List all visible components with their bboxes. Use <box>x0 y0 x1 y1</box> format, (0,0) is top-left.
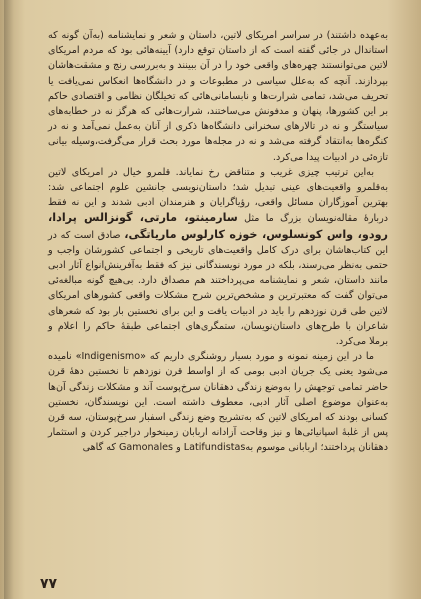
paragraph-2-part-3: صادق است که در این کتاب‌هاشان برای درک کامل واقعیت‌های تاریخی و اجتماعی کشورشان واجب و حتمی به‌نظر می‌رسند، بلکه در مورد نویسندگانی نیز که فقط به‌آفرینش‌انواع آثار ادبی مانند داستان، شعر و نمایشنامه می‌پرداختند هم مصداق دارد. بی‌هیچ گونه مبالغه‌ئی می‌توان گفت که معتبرترین و مشخص‌ترین شرح مشکلات واقعی کشورهای امریکای لاتین طی قرن نوزدهم را باید در ادبیات یافت و این برای نخستین بار بود که شعرهای شاعران با طرح‌های داستان‌نویسان، ستمگری‌های اجتماعی طبقهٔ حاکم را اعلام و برملا می‌کرد. <box>48 229 388 348</box>
paragraph-2 <box>48 165 388 349</box>
page-binding-shadow <box>4 0 14 599</box>
paragraph-2-part-1: به‌این ترتیب چیزی غریب و متناقض رخ نمایاند. قلمرو خیال در امریکای لاتین به‌قلمرو واقعیت‌های عینی تبدیل شد؛ داستان‌نویسی جانشین علوم اجتماعی شد: بهترین آموزگاران مسائل واقعی، رؤیاگرایان و هنرمندان ادبی شدند و این نه فقط دربارهٔ مقاله‌نویسان بزرگ ما مثل <box>48 166 388 225</box>
paragraph-3: ما در این زمینه نمونه و مورد بسیار روشنگری داریم که «Indigenismo» نامیده می‌شود یعنی یک جریان ادبی بومی که از اواسط قرن نوزدهم تا نخستین دههٔ قرن حاضر تمامی توجهش را به‌وضع زندگی دهقانان سرخ‌پوست آند و مشکلات زندگی آن‌ها به‌عنوان موضوع اصلی آثار ادبی، معطوف داشته است. این نویسندگان، نخستین کسانی بودند که امریکای لاتین که به‌تشریح وضع زندگی اسفبار سرخ‌پوستان، سه قرن پس از غلبهٔ اسپانیائی‌ها و نیز وقاحت آزادانه اربابان زمینخوار دراجیر کردن و استثمار دهقانان پرداختند؛ اربابانی موسوم به‌Latifundistas و Gamonales که گاهی <box>48 351 388 454</box>
paragraph-1: به‌عهده داشتند) در سراسر امریکای لاتین، داستان و شعر و نمایشنامه (به‌آن گونه که استاندال در جائی گفته است که از داستان توقع دارد) آیینه‌هائی بود که مردم امریکای لاتین می‌توانستند چهره‌های واقعی خود را در آن ببینند و به‌بررسی رنج و مشقت‌هاشان بپردازند. آنچه که به‌علل سیاسی در مطبوعات و در دانشگاه‌ها انعکاس نمی‌یافت یا تحریف می‌شد، تمامی شرارت‌ها و نابسامانی‌هائی که تخیلگان نظامی و اقتصادی حاکم بر این کشورها، پنهان و مدفونش می‌ساختند، شرارت‌هائی که هرگز نه در خطابه‌های سیاستگر و نه در تالارهای سخنرانی دانشگاه‌ها ذکری از آنان به‌عمل نمی‌آمد و نه در کنگره‌ها به‌انتقاد گرفته می‌شد و نه در مجله‌ها مورد بحث قرار می‌گرفت،وسیله بیانی تازه‌ئی در ادبیات پیدا می‌کرد. <box>48 30 388 163</box>
body-text <box>48 28 388 456</box>
page-number: ۷۷ <box>40 576 58 592</box>
paragraph-2-author-names: سارمینتو، مارتی، گونزالس پرادا، رودو، واس کونسلوس، خوزه کارلوس ماریاتگی، <box>48 211 388 241</box>
